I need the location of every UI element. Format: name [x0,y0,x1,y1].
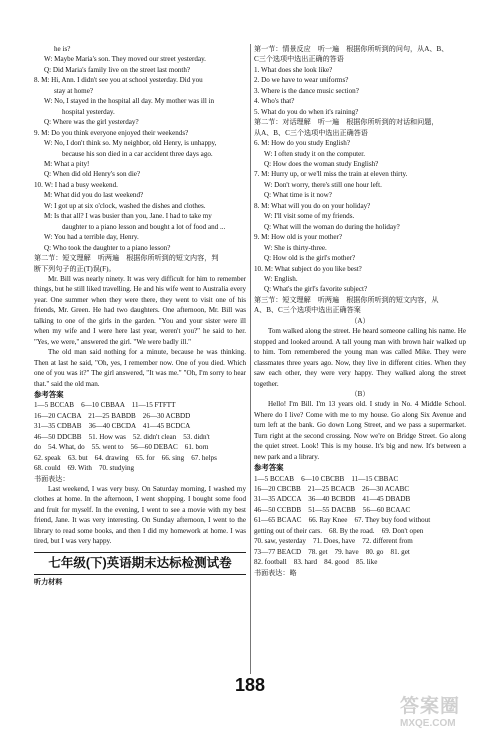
passage-b: Hello! I'm Bill. I'm 13 years old. I study in No. 4 Middle School. Where do I live? Come with me to my house. Go along Six Avenue and turn left at the bank. Go down Long Street, and we pass a supermarket. Turn right at the second crossing. Now we're on Bridge Street. Go along the quiet street. Look! This is my house. It's big and new. It's between a new park and a library. [254,400,466,461]
watermark-url: MXQE.COM [400,718,456,729]
dialogue-line: Q: What will the woman do during the holiday? [264,222,400,231]
dialogue-line: W: No, I don't think so. My neighbor, old Henry, is unhappy, [44,139,217,148]
answer-line: 1—5 BCCAB 6—10 CBBAA 11—15 FTFTT [34,401,176,410]
dialogue-line: W: Maybe Maria's son. They moved our street yesterday. [44,55,206,64]
answer-line: 73—77 BEACD 78. get 79. have 80. go 81. get [254,547,410,556]
dialogue-line: W: Don't worry, there's still one hour left. [264,180,382,189]
dialogue-line: A、B、C三个选项中选出正确答案 [254,306,361,315]
answer-line: 68. could 69. With 70. studying [34,464,135,473]
dialogue-line: he is? [54,45,71,53]
dialogue-line: 5. What do you do when it's raining? [254,107,359,116]
dialogue-line: 4. Who's that? [254,97,295,106]
answer-line: 70. saw, yesterday 71. Does, have 72. different from [254,537,413,546]
dialogue-line: Q: Who took the daughter to a piano lesson? [44,243,171,252]
dialogue-line: W: She is thirty-three. [264,243,327,252]
dialogue-line: Q: What time is it now? [264,191,332,200]
answer-line: 62. speak 63. but 64. drawing 65. for 66. sing 67. helps [34,453,217,462]
column-divider [250,44,251,674]
dialogue-line: M: What did you do last weekend? [44,191,144,200]
writing-sample: Last weekend, I was very busy. On Saturday morning, I washed my clothes at home. In the afternoon, I went shopping. I bought some food and fruit for myself. In the evening, I went to see a movie with my best friend, Jane. It was very interesting. On Sunday afternoon, I went to the library to read some books, and then I did my homework at home. I was tired, but I was very happy. [34,485,246,546]
passage-b-label: （B） [350,389,370,398]
dialogue-line: 2. Do we have to wear uniforms? [254,76,349,85]
dialogue-line: stay at home? [54,86,94,95]
dialogue-line: W: You had a terrible day, Henry. [44,233,139,242]
answer-key-lines-right [254,474,466,579]
answer-line: 31—35 ADCCA 36—40 BCBDB 41—45 DBADB [254,495,411,504]
page-number: 188 [234,675,266,695]
dialogue-line: 第二节：对话理解 听一遍 根据你所听到的对话和问题， [254,118,439,127]
answer-key-heading: 参考答案 [34,389,64,399]
passage-a: Tom walked along the street. He heard someone calling his name. He stopped and looked around. A tall young man with brown hair walked up to him. Tom remembered the young man was called Mike. They were classmates three years ago. Now, they live in different cities. When they saw each other, they were very happy. They walked along the street together. [254,327,466,388]
answer-line: 46—50 DDCBB 51. How was 52. didn't clean 53. didn't [34,432,210,441]
dialogue-line: W: No, I stayed in the hospital all day. My mother was ill in [44,97,215,106]
answer-line: do 54. What, do 55. went to 56—60 DEBAC 61. born [34,443,209,452]
dialogue-line: Q: What's the girl's favorite subject? [264,285,368,294]
answer-line: 16—20 CBCBB 21—25 BCACB 26—30 ACABC [254,485,410,494]
story-passage [34,274,246,389]
answer-line: 书面表达：略 [254,568,297,577]
dialogue-line: C三个选项中选出正确的答语 [254,55,344,64]
right-dialogue-lines [254,44,466,316]
answer-line: 61—65 BCAAC 66. Ray Knee 67. They buy food without [254,516,431,525]
answer-key-lines [34,400,246,473]
dialogue-line: W: I got up at six o'clock, washed the dishes and clothes. [44,201,206,210]
dialogue-line: 10. M: What subject do you like best? [254,264,362,273]
dialogue-line: Q: Where was the girl yesterday? [44,118,139,127]
dialogue-line: because his son died in a car accident three days ago. [62,149,213,158]
left-column [34,44,246,587]
dialogue-line: 10. W: I had a busy weekend. [34,180,118,189]
dialogue-line: 3. Where is the dance music section? [254,86,359,95]
right-column [254,44,466,578]
watermark-logo [400,696,486,740]
dialogue-line: 第二节：短文理解 听两遍 根据你所听到的短文内容，判 [34,254,219,263]
dialogue-line: daughter to a piano lesson and bought a lot of food and ... [62,222,226,231]
dialogue-line: Q: Did Maria's family live on the street last month? [44,65,191,74]
dialogue-line: 断下列句子的正(T)误(F)。 [34,264,116,273]
dialogue-line: 7. M: Hurry up, or we'll miss the train at eleven thirty. [254,170,408,179]
writing-heading: 书面表达： [34,474,70,483]
dialogue-line: 第一节：情景反应 听一遍 根据你所听到的问句，从A、B、 [254,45,449,53]
answer-line: 1—5 BCCAB 6—10 CBCBB 11—15 CBBAC [254,474,399,483]
story-paragraph: The old man said nothing for a minute, because he was thinking. Then at last he said, "Oh, yes, I remember now. One of you died. Which one of you was it?" The girl answered, "It was me." "Oh, I'm sorry to hear that." said the old man. [34,348,246,388]
dialogue-line: M: Is that all? I was busier than you, Jane. I had to take my [44,212,212,221]
left-dialogue-lines [34,44,246,274]
passage-a-label: （A） [350,316,370,325]
watermark-text: 答案圈 [400,696,461,717]
dialogue-line: 9. M: Do you think everyone enjoyed their weekends? [34,128,189,137]
answer-key-heading-right: 参考答案 [254,463,284,473]
dialogue-line: Q: How old is the girl's mother? [264,254,356,263]
answer-line: 16—20 CACBA 21—25 BABDB 26—30 ACBDD [34,411,191,420]
dialogue-line: 6. M: How do you study English? [254,139,350,148]
exam-title: 七年级(下)英语期末达标检测试卷 [34,552,246,575]
answer-line: getting out of their cars. 68. By the road. 69. Don't open [254,526,424,535]
dialogue-line: 第三节：短文理解 听两遍 根据你所听到的短文内容，从 [254,295,439,304]
dialogue-line: 8. M: Hi, Ann. I didn't see you at school yesterday. Did you [34,76,203,85]
dialogue-line: hospital yesterday. [62,107,115,116]
answer-line: 82. football 83. hard 84. good 85. like [254,558,378,567]
answer-line: 31—35 CDBAB 36—40 CBCDA 41—45 BCDCA [34,422,191,431]
dialogue-line: Q: When did old Henry's son die? [44,170,141,179]
listening-heading: 听力材料 [34,577,63,586]
dialogue-line: M: What a pity! [44,159,90,168]
dialogue-line: W: I often study it on the computer. [264,149,365,158]
dialogue-line: 9. M: How old is your mother? [254,233,343,242]
dialogue-line: Q: How does the woman study English? [264,159,379,168]
dialogue-line: 8. M: What will you do on your holiday? [254,201,371,210]
dialogue-line: 1. What does she look like? [254,65,333,74]
answer-line: 46—50 CCBDB 51—55 DACBB 56—60 BCAAC [254,505,411,514]
dialogue-line: W: English. [264,274,298,283]
story-paragraph: Mr. Bill was nearly ninety. It was very difficult for him to remember things, but he still liked travelling. He and his wife went to Australia every year. One summer when they were there, they went to visit one of his friends, Mr. Green. He had two daughters. One afternoon, Mr. Bill was talking to one of the girls in the garden. "You and your sister were ill when my wife and I were here last year, weren't you?" he said to her. "Yes, we were," answered the girl. "We were badly ill." [34,274,246,346]
dialogue-line: W: I'll visit some of my friends. [264,212,355,221]
dialogue-line: 从A、B、C三个选项中选出正确答语 [254,128,368,137]
